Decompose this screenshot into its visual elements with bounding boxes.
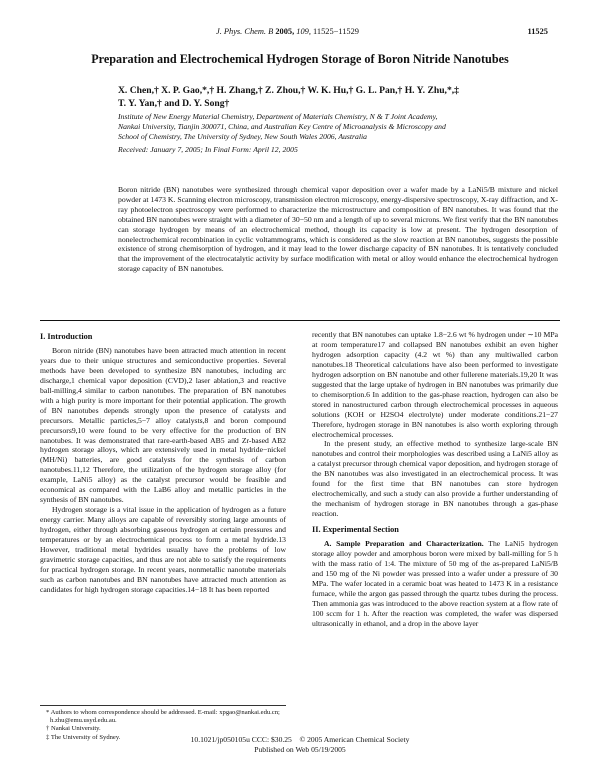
footnote-corresponding: * Authors to whom correspondence should be addressed. E-mail: xpgao@nankai.edu.cn; h.zhu@emu.usyd.edu.au. xyxy=(46,709,280,725)
received-dates: Received: January 7, 2005; In Final Form: April 12, 2005 xyxy=(118,145,298,154)
body-paragraph xyxy=(312,539,558,629)
affiliations xyxy=(118,112,558,142)
body-paragraph: recently that BN nanotubes can uptake 1.8−2.6 wt % hydrogen under ∼10 MPa at room temperature17 and collapsed BN nanotubes exhibit an even higher hydrogen adsorption capacity (4.2 wt %) than any multiwalled carbon nanotubes.18 Theoretical calculations have also been performed to investigate hydrogen adsorption on BN nanotube and other fullerene materials.19,20 It was suggested that the large uptake of hydrogen in BN nanotubes was primarily due to chemisorption.6 In addition to the gas-phase reaction, hydrogen can also be stored in nanostructured carbon through electrochemical processes in aqueous solutions (KOH or H2SO4 electrolyte) under moderate conditions.21−27 Therefore, hydrogen storage in BN nanotubes is also worth exploring through electrochemical processes. xyxy=(312,330,558,439)
author-list xyxy=(118,84,558,110)
subsection-text: The LaNi5 hydrogen storage alloy powder and amorphous boron were mixed by ball-milling for 5 h with the mass ratio of 1:4. The mixture of 50 mg of the as-prepared LaNi5/B and 150 mg of the Ni powder was pressed into a wafer under a pressure of 30 MPa. The wafer located in a ceramic boat was heated to 1473 K in a resistance furnace, while the argon gas passed through the quartz tubes during the process. Then ammonia gas was introduced to the above reaction system at a flow rate of 100 sccm for 1 h. After the reaction was completed, the wafer was dispersed ultrasonically in ethanol, and a drop in the above layer xyxy=(312,539,558,628)
running-header xyxy=(0,27,600,39)
abstract: Boron nitride (BN) nanotubes were synthesized through chemical vapor deposition over a wafer made by a LaNi5/B mixture and nickel powder at 1473 K. Scanning electron microscopy, transmission electron microscopy, energy-dispersive spectroscopy, X-ray diffraction, and X-ray photoelectron spectroscopy were performed to characterize the microstructure and composition of BN nanotubes. It was found that the obtained BN nanotubes were straight with a diameter of 30−50 nm and a length of up to several microns. We first verify that the BN nanotubes can storage hydrogen by means of an electrochemical method, though its capacity is low at present. The hydrogen desorption of nonelectrochemical recombination in cyclic voltammograms, which is considered as the slow reaction at BN nanotubes, suggests the possible existence of strong chemisorption of hydrogen, and it may lead to the lower discharge capacity of BN nanotubes. It is tentatively concluded that the improvement of the electrocatalytic activity by surface modification with metal or alloy would enhance the electrochemical hydrogen storage capacity of BN nanotubes. xyxy=(118,185,558,274)
page-number: 11525 xyxy=(527,27,548,36)
body-paragraph: Hydrogen storage is a vital issue in the application of hydrogen as a future energy carrier. Many alloys are capable of reversibly storing large amounts of hydrogen, either through absorbing gaseous hydrogen at certain pressures and temperatures or by an electrochemical process to form a metal hydride.13 However, traditional metal hydrides usually have the problems of low gravimetric storage capacities, and thus are not able to satisfy the requirements for practical hydrogen storage. In recent years, nonmetallic nanotube materials such as carbon nanotubes and BN nanotubes have attracted much attention as candidates for high hydrogen storage capacities.14−18 It has been reported xyxy=(40,505,286,594)
left-column xyxy=(40,330,286,595)
affiliation-line: Institute of New Energy Material Chemistry, Department of Materials Chemistry, N & T Joint Academy, xyxy=(118,112,438,121)
footnote-sydney: ‡ The University of Sydney. xyxy=(46,733,121,741)
journal-citation: J. Phys. Chem. B 2005, 109, 11525−11529 xyxy=(216,27,359,36)
author-line: X. Chen,† X. P. Gao,*,† H. Zhang,† Z. Zhou,† W. K. Hu,† G. L. Pan,† H. Y. Zhu,*,‡ xyxy=(118,85,459,96)
abstract-divider xyxy=(40,320,560,321)
section-heading-experimental: II. Experimental Section xyxy=(312,525,399,535)
page-footer xyxy=(0,735,600,754)
publication-date: Published on Web 05/19/2005 xyxy=(254,744,346,754)
affiliation-line: Nankai University, Tianjin 300071, China, and Australian Key Centre of Microanalysis & Microscopy and xyxy=(118,121,446,131)
article-title: Preparation and Electrochemical Hydrogen Storage of Boron Nitride Nanotubes xyxy=(91,52,509,66)
subsection-heading: A. Sample Preparation and Characterization. xyxy=(324,539,484,549)
doi-line: 10.1021/jp050105u CCC: $30.25 © 2005 American Chemical Society xyxy=(190,735,410,744)
body-paragraph: Boron nitride (BN) nanotubes have been attracted much attention in recent years due to their unique structures and semiconductive properties. Several methods have been developed to synthesize BN nanotubes, including arc discharge,1 chemical vapor deposition (CVD),2 laser ablation,3 and reactive ball-milling,4 similar to carbon nanotubes. The preparation of BN nanotubes with a high purity is more important for their potential application. The growth of BN nanotubes depends strongly upon the presence of catalysts and precursors. Metallic particles,5−7 alloy catalysts,8 and boron compound precursors9,10 were found to be very effective for the production of BN nanotubes. It was demonstrated that rare-earth-based AB5 and Zr-based AB2 hydrogen storage alloys, which are extensively used in metal hydride−nickel (MH/Ni) batteries, are good catalysts for the synthesis of carbon nanotubes.11,12 Therefore, the utilization of the hydrogen storage alloy (for example, LaNi5 alloy) as the catalyst precursor would be feasible and economical as compared with the LaB6 alloy and metallic particles in the synthesis of BN nanotubes. xyxy=(40,345,286,505)
affiliation-line: School of Chemistry, The University of Sydney, New South Wales 2006, Australia xyxy=(118,131,367,141)
right-column xyxy=(312,330,558,629)
author-line: T. Y. Yan,† and D. Y. Song† xyxy=(118,98,230,109)
section-heading-introduction: I. Introduction xyxy=(40,332,93,341)
footnote-nankai: † Nankai University. xyxy=(46,725,101,733)
body-paragraph: In the present study, an effective method to synthesize large-scale BN nanotubes and control their morphologies was described using a LaNi5 alloy as a catalyst precursor through chemical vapor deposition, and hydrogen storage of the BN nanotubes was also investigated in an electrochemical process. It was found for the first time that BN nanotubes can store hydrogen electrochemically, and such a study can also provide a further understanding of the mechanism of hydrogen storage in BN nanotubes through a gas-phase reaction. xyxy=(312,439,558,519)
